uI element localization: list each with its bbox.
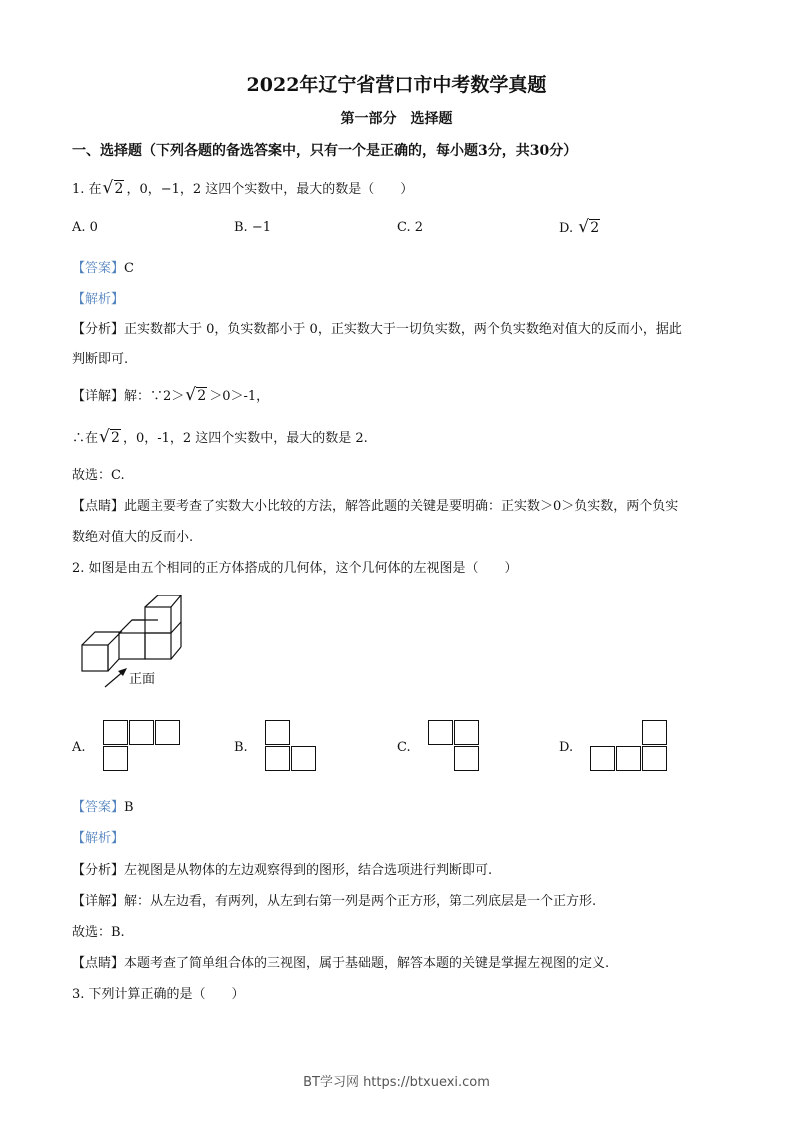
- q1-analysis-tag: 【解析】: [72, 292, 125, 307]
- sqrt-symbol: √ 2: [186, 388, 207, 404]
- q1-answer: [72, 257, 134, 276]
- q1-xiangjie: 【详解】解：∵2＞ √ 2 ＞0＞-1，: [72, 385, 269, 404]
- q1-dianjing: 【点睛】此题主要考查了实数大小比较的方法，解答此题的关键是要明确：正实数＞0＞负实数，两个负实: [72, 499, 679, 514]
- footer-watermark[interactable]: BT学习网 https://btxuexi.com: [303, 1075, 490, 1090]
- sqrt-symbol: √ 2: [104, 181, 125, 197]
- figure-label: 正面: [129, 672, 156, 687]
- q2-analysis-tag: 【解析】: [72, 831, 125, 846]
- answer-tag: 【答案】: [72, 800, 125, 815]
- q1-option-c: C. 2: [397, 220, 424, 235]
- q1-stem-pre: 1. 在: [72, 182, 102, 197]
- q2-fenxi: 【分析】左视图是从物体的左边观察得到的图形，结合选项进行判断即可.: [72, 863, 493, 878]
- q1-stem-post: ，0，−1，2 这四个实数中，最大的数是（ ）: [126, 182, 414, 197]
- section-heading: 一、选择题（下列各题的备选答案中，只有一个是正确的，每小题3分，共30分）: [72, 143, 578, 159]
- q2-option-c-label: C.: [397, 740, 411, 755]
- sqrt-symbol: √ 2: [100, 430, 121, 446]
- sqrt-symbol: √ 2: [579, 220, 600, 236]
- q2-option-d-label: D.: [559, 740, 574, 755]
- q1-choose: 故选：C.: [72, 468, 125, 483]
- q1-stem: [72, 178, 413, 197]
- q2-option-b-label: B.: [234, 740, 248, 755]
- q1-therefore: ∴在 √ 2 ，0，-1，2 这四个实数中，最大的数是 2.: [72, 427, 368, 446]
- q2-choose: 故选：B.: [72, 925, 125, 940]
- q2-answer: [72, 796, 134, 815]
- cube-figure: [75, 595, 195, 690]
- q1-fenxi: 【分析】正实数都大于 0，负实数都小于 0，正实数大于一切负实数，两个负实数绝对值大的反而小，据此: [72, 322, 682, 337]
- part-heading: 第一部分 选择题: [340, 111, 453, 127]
- q3-stem: 3. 下列计算正确的是（ ）: [72, 987, 245, 1002]
- answer-value: B: [124, 800, 134, 815]
- q2-xiangjie: 【详解】解：从左边看，有两列，从左到右第一列是两个正方形，第二列底层是一个正方形.: [72, 894, 597, 909]
- q2-dianjing: 【点睛】本题考查了简单组合体的三视图，属于基础题，解答本题的关键是掌握左视图的定义.: [72, 956, 610, 971]
- answer-value: C: [124, 261, 134, 276]
- q1-option-b: B. −1: [234, 220, 271, 235]
- q2-option-a-label: A.: [72, 740, 86, 755]
- answer-tag: 【答案】: [72, 261, 125, 276]
- q1-fenxi-cont: 判断即可.: [72, 352, 129, 367]
- q1-option-a: A. 0: [72, 220, 98, 235]
- q1-dianjing-cont: 数绝对值大的反而小.: [72, 530, 194, 545]
- q2-stem: 2. 如图是由五个相同的正方体搭成的几何体，这个几何体的左视图是（ ）: [72, 561, 518, 576]
- q1-option-d: D. √ 2: [559, 220, 602, 236]
- document-title: 2022年辽宁省营口市中考数学真题: [246, 74, 547, 96]
